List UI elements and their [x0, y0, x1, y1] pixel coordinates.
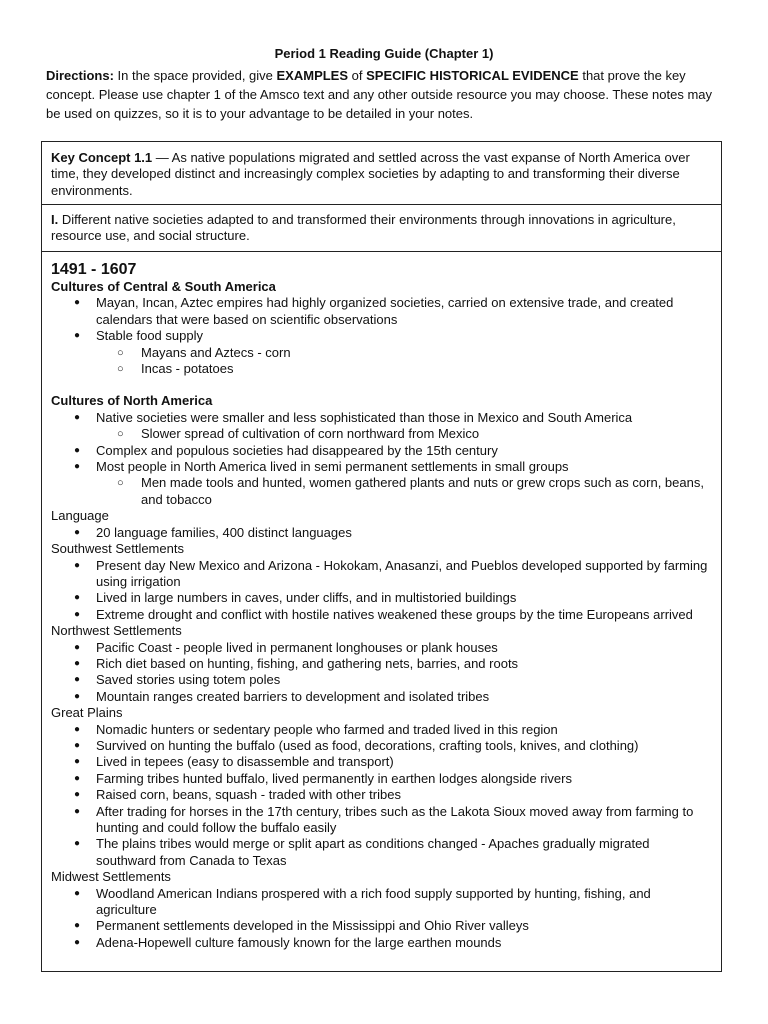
- bullet-item: ● Saved stories using totem poles: [51, 672, 712, 688]
- key-concept-text: — As native populations migrated and settled across the vast expanse of North America over time, they developed distinct and increasingly complex societies by adapting to and transforming their diverse environments.: [51, 150, 690, 198]
- sub-bullet-item: ○ Slower spread of cultivation of corn northward from Mexico: [51, 426, 712, 442]
- subconcept-text: Different native societies adapted to and transformed their environments through innovations in agriculture, resource use, and social structure.: [51, 212, 676, 244]
- bullet-item: ● Rich diet based on hunting, fishing, and gathering nets, barries, and roots: [51, 656, 712, 672]
- directions-text-2: of: [348, 68, 367, 83]
- directions-label: Directions:: [46, 68, 114, 83]
- bullet-item: ● Mayan, Incan, Aztec empires had highly organized societies, carried on extensive trade, and created calendars that were based on scientific observations: [51, 295, 712, 328]
- bullet-item: ● Raised corn, beans, squash - traded with other tribes: [51, 787, 712, 803]
- notes-list: [51, 279, 712, 951]
- sub-bullet-item: ○ Men made tools and hunted, women gathered plants and nuts or grew crops such as corn, beans, and tobacco: [51, 475, 712, 508]
- directions-emphasis-examples: EXAMPLES: [276, 68, 349, 83]
- bullet-list: [51, 410, 712, 508]
- bullet-item: ● Nomadic hunters or sedentary people who farmed and traded lived in this region: [51, 722, 712, 738]
- bullet-item: ● After trading for horses in the 17th century, tribes such as the Lakota Sioux moved away from farming to hunting and could follow the buffalo easily: [51, 804, 712, 837]
- bullet-item: ● Most people in North America lived in semi permanent settlements in small groups: [51, 459, 712, 475]
- bullet-item: ● The plains tribes would merge or split apart as conditions changed - Apaches gradually migrated southward from Canada to Texas: [51, 836, 712, 869]
- section-heading: Cultures of North America: [51, 393, 213, 409]
- bullet-item: ● Native societies were smaller and less sophisticated than those in Mexico and South America: [51, 410, 712, 426]
- subconcept-row: [42, 205, 721, 252]
- key-concept-label: Key Concept 1.1: [51, 150, 153, 165]
- subsection-label: Southwest Settlements: [51, 541, 184, 557]
- bullet-item: ● Present day New Mexico and Arizona - Hokokam, Anasanzi, and Pueblos developed supported by farming using irrigation: [51, 558, 712, 591]
- bullet-item: ● Permanent settlements developed in the Mississippi and Ohio River valleys: [51, 918, 712, 934]
- bullet-item: ● Survived on hunting the buffalo (used as food, decorations, crafting tools, knives, and clothing): [51, 738, 712, 754]
- directions-text-3: that prove the key concept. Please use chapter 1 of the Amsco text and any other outside resource you may choose. These notes may be used on quizzes, so it is to your advantage to be detailed in your notes.: [46, 68, 713, 121]
- bullet-item: ● Stable food supply: [51, 328, 712, 344]
- sub-bullet-item: ○ Incas - potatoes: [51, 361, 712, 377]
- bullet-item: ● Farming tribes hunted buffalo, lived permanently in earthen lodges alongside rivers: [51, 771, 712, 787]
- subsection-label: Language: [51, 508, 109, 524]
- subsection-label: Northwest Settlements: [51, 623, 182, 639]
- bullet-list: [51, 722, 712, 870]
- bullet-item: ● Lived in large numbers in caves, under cliffs, and in multistoried buildings: [51, 590, 712, 606]
- bullet-item: ● Pacific Coast - people lived in permanent longhouses or plank houses: [51, 640, 712, 656]
- bullet-item: ● Lived in tepees (easy to disassemble and transport): [51, 754, 712, 770]
- notes-row: [42, 252, 721, 957]
- directions-emphasis-evidence: SPECIFIC HISTORICAL EVIDENCE: [366, 68, 579, 83]
- bullet-list: [51, 295, 712, 377]
- subconcept-label: I.: [51, 212, 59, 227]
- key-concept-row: [42, 142, 721, 205]
- bullet-list: [51, 886, 712, 952]
- document-title: Period 1 Reading Guide (Chapter 1): [274, 46, 494, 61]
- bullet-item: ● Mountain ranges created barriers to development and isolated tribes: [51, 689, 712, 705]
- reading-guide-table: [41, 141, 722, 972]
- bullet-item: ● 20 language families, 400 distinct languages: [51, 525, 712, 541]
- bullet-list: [51, 640, 712, 706]
- era-heading: 1491 - 1607: [51, 261, 137, 278]
- subsection-label: Great Plains: [51, 705, 123, 721]
- bullet-item: ● Adena-Hopewell culture famously known for the large earthen mounds: [51, 935, 712, 951]
- directions: [46, 66, 726, 123]
- spacer: [51, 377, 712, 393]
- bullet-list: [51, 525, 712, 541]
- section-heading: Cultures of Central & South America: [51, 279, 276, 294]
- sub-bullet-item: ○ Mayans and Aztecs - corn: [51, 345, 712, 361]
- bullet-item: ● Complex and populous societies had disappeared by the 15th century: [51, 443, 712, 459]
- subsection-label: Midwest Settlements: [51, 869, 171, 885]
- bullet-item: ● Woodland American Indians prospered with a rich food supply supported by hunting, fishing, and agriculture: [51, 886, 712, 919]
- bullet-item: ● Extreme drought and conflict with hostile natives weakened these groups by the time Europeans arrived: [51, 607, 712, 623]
- bullet-list: [51, 558, 712, 624]
- directions-text-1: In the space provided, give: [113, 68, 277, 83]
